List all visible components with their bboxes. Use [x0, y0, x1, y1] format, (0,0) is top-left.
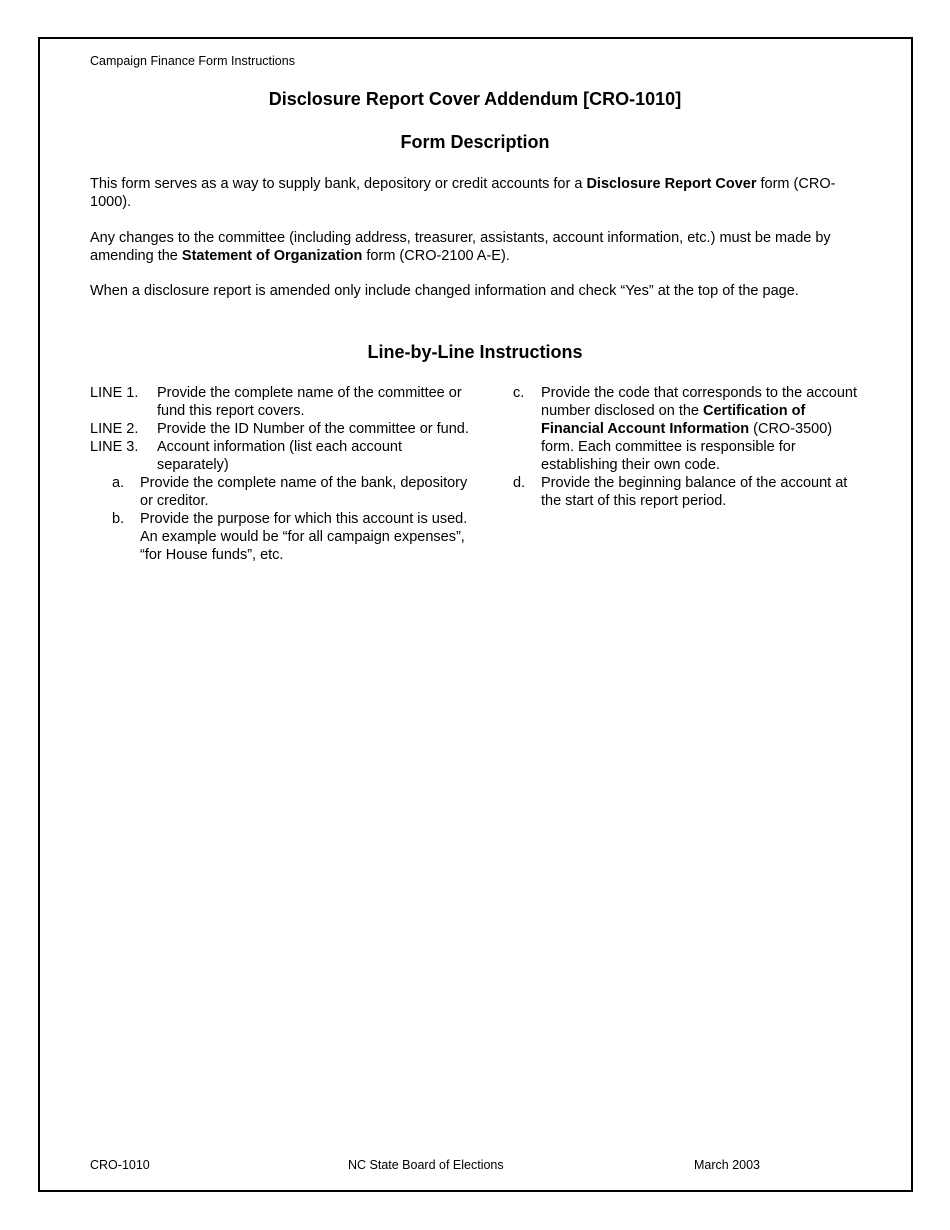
- form-description-heading: Form Description: [400, 132, 550, 152]
- description-paragraph-2: Any changes to the committee (including address, treasurer, assistants, account information, etc.) must be made by amending the Statement of Organization form (CRO-2100 A-E).: [90, 230, 831, 264]
- instructions-right-column: [513, 384, 863, 510]
- sub-item-d-text: Provide the beginning balance of the account at the start of this report period.: [541, 475, 848, 509]
- sub-item-a-label: a.: [112, 475, 125, 491]
- line-2-item: [90, 420, 470, 438]
- line-1-item: [90, 384, 470, 420]
- sub-item-b: [90, 510, 470, 564]
- line-2-text: Provide the ID Number of the committee or fund.: [157, 421, 469, 437]
- line-3-label: LINE 3.: [90, 439, 139, 455]
- instructions-heading: Line-by-Line Instructions: [367, 342, 583, 362]
- footer-agency: NC State Board of Elections: [348, 1158, 504, 1172]
- sub-item-c-label: c.: [513, 385, 525, 401]
- sub-item-d-label: d.: [513, 475, 526, 491]
- running-header: Campaign Finance Form Instructions: [90, 54, 295, 68]
- footer-date: March 2003: [694, 1158, 761, 1172]
- sub-item-c-text: Provide the code that corresponds to the account number disclosed on the Certification of Financial Account Information (CRO-3500) form. Each committee is responsible for establishing their own code.: [541, 385, 857, 473]
- document-title: Disclosure Report Cover Addendum [CRO-1010]: [268, 89, 682, 109]
- sub-item-c: [513, 384, 863, 474]
- line-1-text: Provide the complete name of the committee or fund this report covers.: [157, 385, 462, 419]
- sub-item-b-text: Provide the purpose for which this account is used. An example would be “for all campaign expenses”, “for House funds”, etc.: [140, 511, 468, 563]
- description-paragraph-1: This form serves as a way to supply bank, depository or credit accounts for a Disclosure Report Cover form (CRO-1000).: [90, 176, 836, 210]
- sub-item-b-label: b.: [112, 511, 125, 527]
- sub-item-a-text: Provide the complete name of the bank, depository or creditor.: [140, 475, 468, 509]
- footer-form-id: CRO-1010: [90, 1158, 150, 1172]
- line-3-text: Account information (list each account separately): [157, 439, 403, 473]
- line-2-label: LINE 2.: [90, 421, 139, 437]
- description-paragraph-3: When a disclosure report is amended only include changed information and check “Yes” at the top of the page.: [90, 283, 799, 299]
- line-3-item: [90, 438, 470, 474]
- instructions-left-column: [90, 384, 470, 564]
- sub-item-a: [90, 474, 470, 510]
- sub-item-d: [513, 474, 863, 510]
- line-1-label: LINE 1.: [90, 385, 139, 401]
